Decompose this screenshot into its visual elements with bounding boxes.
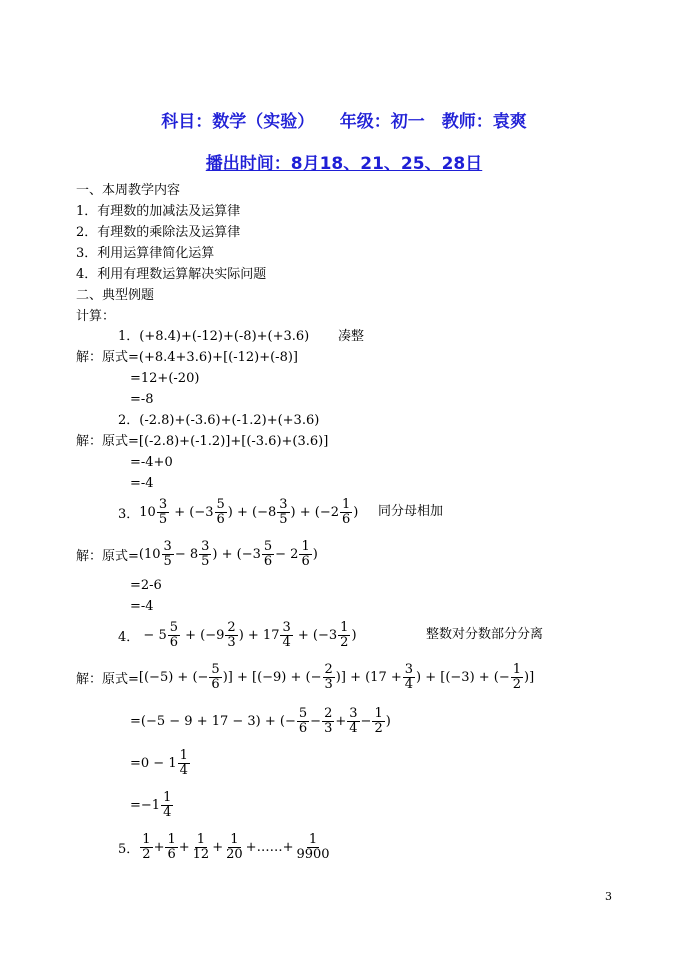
- ex2-solution-line3: =-4: [130, 476, 154, 491]
- ex3-solution-line1: 解：原式= (10 $\frac{3}{5}$ − 8 $\frac{3}{5}$ ) + (−3 $\frac{5}{6}$ − 2 $\frac{1}{6}$ ): [76, 538, 318, 569]
- ex3-solution-line3: =-4: [130, 599, 154, 614]
- ex4-problem: 4． − 5 $\frac{5}{6}$ + (−9 $\frac{2}{3}$ ) + 17 $\frac{3}{4}$ + (−3 $\frac{1}{2}$ ): [118, 619, 357, 650]
- ex4-solution-line4: =−1 $\frac{1}{4}$: [130, 789, 172, 820]
- ex4-note: 整数对分数部分分离: [426, 627, 544, 642]
- ex3-note: 同分母相加: [378, 504, 444, 519]
- ex4-solution-line2: =(−5 − 9 + 17 − 3) + (− $\frac{5}{6}$ − $\frac{2}{3}$ + $\frac{3}{4}$ − $\frac{1}{2}$ ): [130, 705, 391, 736]
- ex2-solution-line2: =-4+0: [130, 455, 173, 470]
- ex3-solution-label: 解：原式=: [76, 548, 139, 564]
- ex1-solution-line3: =-8: [130, 392, 154, 407]
- ex1-solution-line1: 解：原式=(+8.4+3.6)+[(-12)+(-8)]: [76, 350, 298, 365]
- ex3-number-label: 3．: [118, 506, 140, 522]
- broadcast-time-title: 播出时间：8月18、21、25、28日: [205, 154, 483, 174]
- section2-heading: 二、典型例题: [76, 288, 155, 303]
- ex1-solution-line2: =12+(-20): [130, 371, 200, 386]
- ex1-note: 凑整: [338, 329, 365, 344]
- content-item-3: 3．利用运算律简化运算: [76, 246, 215, 261]
- ex2-problem: 2．(-2.8)+(-3.6)+(-1.2)+(+3.6): [118, 413, 320, 428]
- ex2-solution-line1: 解：原式=[(-2.8)+(-1.2)]+[(-3.6)+(3.6)]: [76, 434, 329, 449]
- compute-label: 计算：: [76, 309, 116, 324]
- ex5-number-label: 5．: [118, 841, 140, 857]
- ex4-solution-label: 解：原式=: [76, 671, 139, 687]
- ex1-problem: 1．(+8.4)+(-12)+(-8)+(+3.6): [118, 329, 310, 344]
- section1-heading: 一、本周教学内容: [76, 183, 181, 198]
- ex4-solution-line3: =0 − 1 $\frac{1}{4}$: [130, 747, 188, 778]
- content-item-2: 2．有理数的乘除法及运算律: [76, 225, 241, 240]
- ex5-ellipsis: ……: [256, 839, 283, 855]
- content-item-1: 1．有理数的加减法及运算律: [76, 204, 241, 219]
- ex3-solution-line2: =2-6: [130, 578, 162, 593]
- page-number: 3: [605, 890, 612, 903]
- ex4-solution-line1: 解：原式= [(−5) + (− $\frac{5}{6}$ )] + [(−9) + (− $\frac{2}{3}$ )] + (17 + $\frac{3}{4}$ ) + [(−3) + (− $\frac{1}{2}$ )]: [76, 661, 535, 692]
- ex3-problem: 3． 10 $\frac{3}{5}$ + (−3 $\frac{5}{6}$ ) + (−8 $\frac{3}{5}$ ) + (−2 $\frac{1}{6}$ ): [118, 496, 359, 527]
- ex5-problem: 5． $\frac{1}{2}$ + $\frac{1}{6}$ + $\frac{1}{12}$ + $\frac{1}{20}$ + …… + $\frac{1}{9900}$: [118, 831, 330, 862]
- ex4-number-label: 4．: [118, 629, 140, 645]
- content-item-4: 4．利用有理数运算解决实际问题: [76, 267, 267, 282]
- subject-title: 科目：数学（实验） 年级：初一 教师：袁爽: [161, 112, 527, 132]
